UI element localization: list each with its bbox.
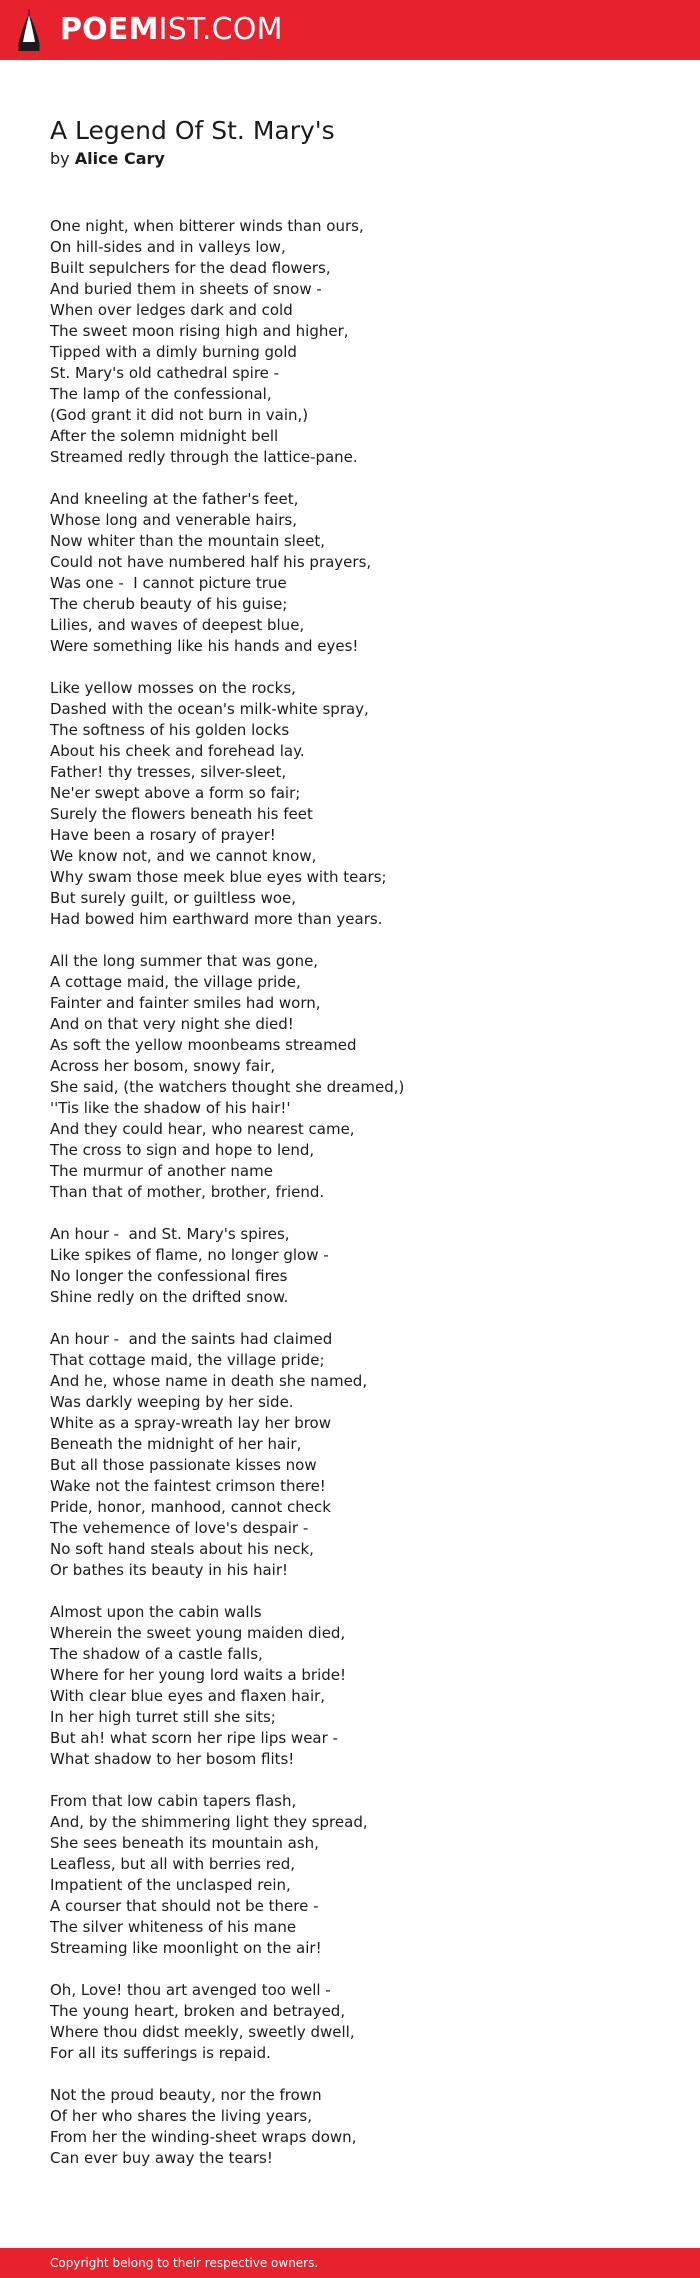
poem-line: But all those passionate kisses now <box>50 1456 317 1474</box>
poem-line: Surely the flowers beneath his feet <box>50 805 313 823</box>
poem-line: From her the winding-sheet wraps down, <box>50 2128 357 2146</box>
poem-line: Fainter and fainter smiles had worn, <box>50 994 321 1012</box>
site-logo-link[interactable] <box>18 9 283 51</box>
poem-line: That cottage maid, the village pride; <box>50 1351 325 1369</box>
poem-line: ''Tis like the shadow of his hair!' <box>50 1099 291 1117</box>
poem-line: The vehemence of love's despair - <box>50 1519 309 1537</box>
poem-line: Beneath the midnight of her hair, <box>50 1435 302 1453</box>
pen-nib-icon <box>18 9 40 51</box>
poem-title: A Legend Of St. Mary's <box>50 116 335 145</box>
poem-body <box>50 216 650 2169</box>
poem-line: Wake not the faintest crimson there! <box>50 1477 326 1495</box>
poem-line: Almost upon the cabin walls <box>50 1603 262 1621</box>
poem-line: Can ever buy away the tears! <box>50 2149 273 2167</box>
poem-line: The softness of his golden locks <box>50 721 290 739</box>
poem-line: The lamp of the confessional, <box>50 385 272 403</box>
poem-line: No longer the confessional fires <box>50 1267 288 1285</box>
poem-line: In her high turret still she sits; <box>50 1708 276 1726</box>
poem-line: What shadow to her bosom flits! <box>50 1750 295 1768</box>
stanza <box>50 1602 650 1770</box>
stanza <box>50 489 650 657</box>
poem-line: Had bowed him earthward more than years. <box>50 910 383 928</box>
poem-line: Was one - I cannot picture true <box>50 574 287 592</box>
poem-line: The sweet moon rising high and higher, <box>50 322 349 340</box>
site-logo-text <box>60 9 283 51</box>
poem-line: Of her who shares the living years, <box>50 2107 313 2125</box>
stanza <box>50 1791 650 1959</box>
stanza <box>50 216 650 468</box>
poem-line: But surely guilt, or guiltless woe, <box>50 889 297 907</box>
poem-line: Could not have numbered half his prayers, <box>50 553 372 571</box>
poem-line: And, by the shimmering light they spread, <box>50 1813 368 1831</box>
poem-line: An hour - and the saints had claimed <box>50 1330 333 1348</box>
poem-line: And buried them in sheets of snow - <box>50 280 322 298</box>
poem-line: Built sepulchers for the dead flowers, <box>50 259 331 277</box>
poem-line: When over ledges dark and cold <box>50 301 293 319</box>
poem-line: Dashed with the ocean's milk-white spray, <box>50 700 369 718</box>
poem-line: Father! thy tresses, silver-sleet, <box>50 763 287 781</box>
poem-line: Why swam those meek blue eyes with tears; <box>50 868 387 886</box>
poem-line: One night, when bitterer winds than ours, <box>50 217 364 235</box>
poem-line: Whose long and venerable hairs, <box>50 511 297 529</box>
poem-line: And they could hear, who nearest came, <box>50 1120 355 1138</box>
poem-line: Was darkly weeping by her side. <box>50 1393 294 1411</box>
poem-line: For all its sufferings is repaid. <box>50 2044 271 2062</box>
poem-line: And he, whose name in death she named, <box>50 1372 368 1390</box>
poem-line: And on that very night she died! <box>50 1015 294 1033</box>
poem-line: Like yellow mosses on the rocks, <box>50 679 296 697</box>
poem-line: The murmur of another name <box>50 1162 273 1180</box>
poem-line: Have been a rosary of prayer! <box>50 826 276 844</box>
stanza <box>50 678 650 930</box>
poem-line: Tipped with a dimly burning gold <box>50 343 297 361</box>
poem-line: An hour - and St. Mary's spires, <box>50 1225 290 1243</box>
stanza <box>50 1224 650 1308</box>
poem-line: Shine redly on the drifted snow. <box>50 1288 289 1306</box>
poem-line: Streamed redly through the lattice-pane. <box>50 448 358 466</box>
poem-line: White as a spray-wreath lay her brow <box>50 1414 332 1432</box>
poem-line: The silver whiteness of his mane <box>50 1918 297 1936</box>
poem-line: Where for her young lord waits a bride! <box>50 1666 347 1684</box>
poem-line: Oh, Love! thou art avenged too well - <box>50 1981 331 1999</box>
site-footer <box>0 2248 700 2278</box>
poem-line: The shadow of a castle falls, <box>50 1645 263 1663</box>
poem-line: On hill-sides and in valleys low, <box>50 238 286 256</box>
poem-line: (God grant it did not burn in vain,) <box>50 406 309 424</box>
poem-line: Where thou didst meekly, sweetly dwell, <box>50 2023 355 2041</box>
stanza <box>50 1980 650 2064</box>
poem-line: Now whiter than the mountain sleet, <box>50 532 326 550</box>
poem-line: The young heart, broken and betrayed, <box>50 2002 346 2020</box>
stanza <box>50 1329 650 1581</box>
poem-line: Lilies, and waves of deepest blue, <box>50 616 305 634</box>
poem-line: Ne'er swept above a form so fair; <box>50 784 301 802</box>
poem-line: No soft hand steals about his neck, <box>50 1540 314 1558</box>
poem-line: The cross to sign and hope to lend, <box>50 1141 315 1159</box>
copyright-text: Copyright belong to their respective owners. <box>50 2256 319 2270</box>
poem-byline <box>50 149 650 169</box>
poem-line: St. Mary's old cathedral spire - <box>50 364 280 382</box>
logo-bold-text: POEM <box>60 12 159 47</box>
poem-line: Impatient of the unclasped rein, <box>50 1876 291 1894</box>
poem-line: Than that of mother, brother, friend. <box>50 1183 325 1201</box>
stanza <box>50 951 650 1203</box>
site-header <box>0 0 700 60</box>
poem-line: She sees beneath its mountain ash, <box>50 1834 319 1852</box>
poem-line: She said, (the watchers thought she dreamed,) <box>50 1078 405 1096</box>
poem-line: But ah! what scorn her ripe lips wear - <box>50 1729 338 1747</box>
poem-line: Not the proud beauty, nor the frown <box>50 2086 322 2104</box>
poem-line: All the long summer that was gone, <box>50 952 319 970</box>
poem-line: Leafless, but all with berries red, <box>50 1855 296 1873</box>
poem-line: Across her bosom, snowy fair, <box>50 1057 276 1075</box>
stanza <box>50 2085 650 2169</box>
poem-line: And kneeling at the father's feet, <box>50 490 299 508</box>
poem-line: Like spikes of flame, no longer glow - <box>50 1246 329 1264</box>
poem-line: A cottage maid, the village pride, <box>50 973 301 991</box>
author-name[interactable]: Alice Cary <box>74 149 165 168</box>
poem-content <box>50 116 650 2190</box>
poem-line: From that low cabin tapers flash, <box>50 1792 297 1810</box>
poem-line: The cherub beauty of his guise; <box>50 595 288 613</box>
poem-line: About his cheek and forehead lay. <box>50 742 305 760</box>
poem-line: Or bathes its beauty in his hair! <box>50 1561 289 1579</box>
logo-rest-text: IST.COM <box>158 12 283 47</box>
poem-line: Streaming like moonlight on the air! <box>50 1939 322 1957</box>
poem-line: We know not, and we cannot know, <box>50 847 317 865</box>
poem-line: Wherein the sweet young maiden died, <box>50 1624 346 1642</box>
poem-line: After the solemn midnight bell <box>50 427 279 445</box>
poem-line: Pride, honor, manhood, cannot check <box>50 1498 331 1516</box>
poem-line: As soft the yellow moonbeams streamed <box>50 1036 357 1054</box>
byline-prefix: by <box>50 149 70 168</box>
poem-line: With clear blue eyes and flaxen hair, <box>50 1687 326 1705</box>
poem-line: Were something like his hands and eyes! <box>50 637 359 655</box>
poem-line: A courser that should not be there - <box>50 1897 319 1915</box>
